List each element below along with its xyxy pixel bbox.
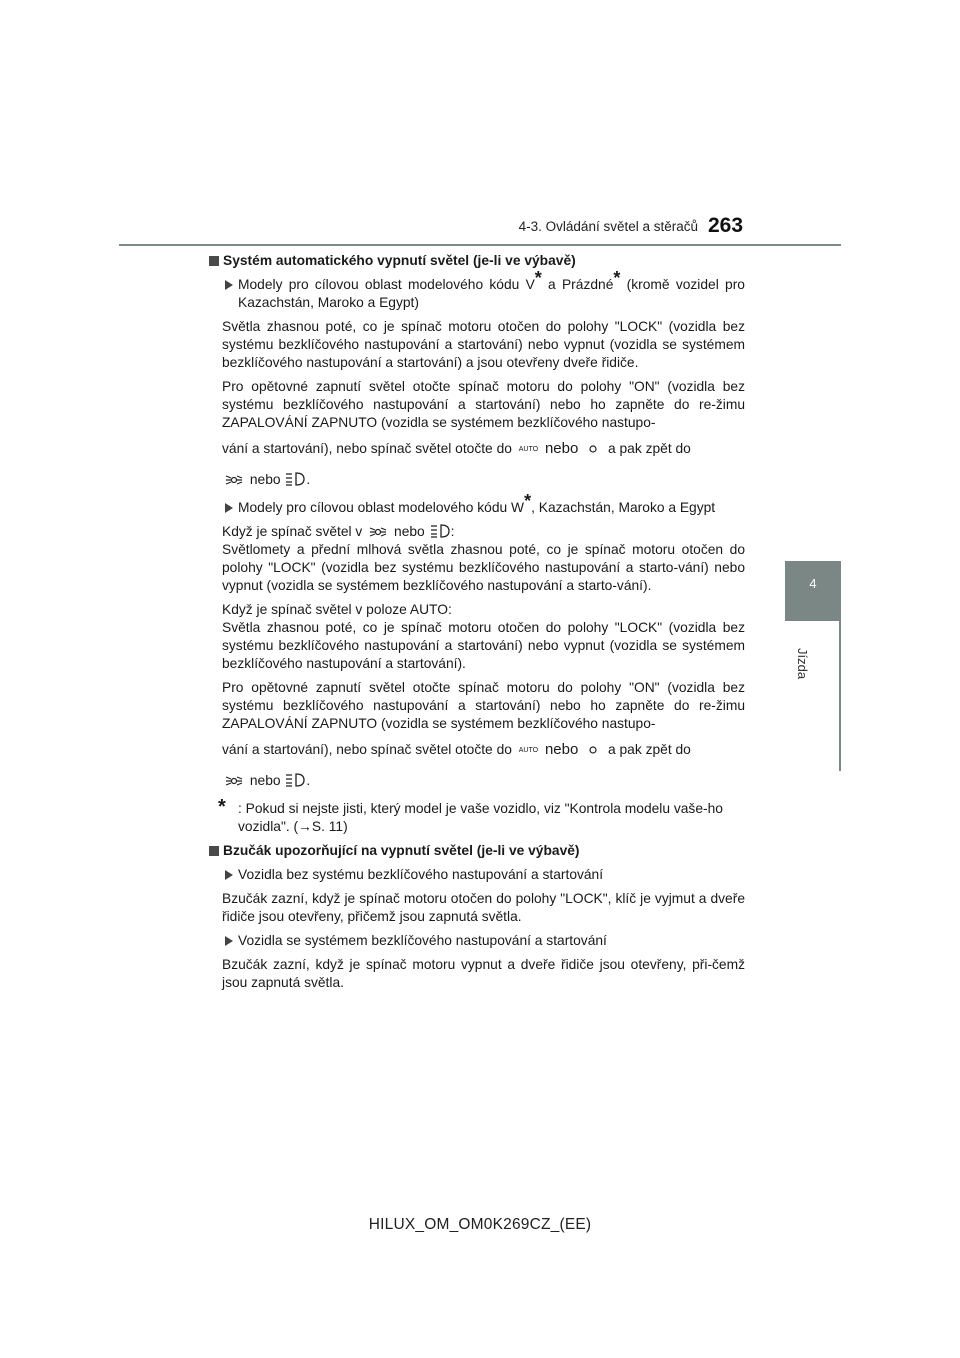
paragraph: Světla zhasnou poté, co je spínač motoru otočen do polohy "LOCK" (vozidla bez systému bezklíčového nastupování a startování) nebo vypnut (vozidla se systémem bezklíčového nastupování a startování) a jsou otevřeny dveře řidiče. [222,319,745,370]
chapter-label: Jízda [795,648,810,680]
nebo-text: nebo [544,741,579,758]
subsection-text: (kromě vozidel pro Kazachstán, Maroko a Egypt) [238,277,745,310]
document-code: HILUX_OM_OM0K269CZ_(EE) [368,1216,592,1233]
paragraph [208,768,745,794]
subsection-label [208,866,745,884]
chapter-number: 4 [809,576,817,591]
asterisk-mark: * [534,268,542,288]
triangle-bullet-icon [225,280,233,290]
subsection-label [208,491,745,517]
paragraph: Světla zhasnou poté, co je spínač motoru otočen do polohy "LOCK" (vozidla bez systému bezklíčového nastupování a startování) nebo vypnut (vozidla se systémem bezklíčového nastupování a startování). [222,620,745,671]
paragraph-text: Když je spínač světel v [222,524,363,539]
paragraph: Bzučák zazní, když je spínač motoru otočen do polohy "LOCK", klíč je vyjmut a dveře řidiče jsou otevřeny, přičemž jsou zapnutá světla. [222,891,745,924]
header-divider [119,244,841,246]
footnote-text: : Pokud si nejste jisti, který model je vaše vozidlo, viz "Kontrola modelu vaše-ho vozidla". ( [238,801,723,834]
tail-light-icon [222,473,246,487]
paragraph [208,679,745,733]
page-number: 263 [708,214,744,237]
headlight-icon [284,471,306,487]
footnote [208,796,745,836]
paragraph-text: . [306,472,311,487]
nebo-text: nebo [544,440,579,457]
subsection-text: Modely pro cílovou oblast modelového kódu V [238,277,535,292]
triangle-bullet-icon [225,936,233,946]
headlight-icon [284,772,306,788]
subsection-text: a Prázdné [541,277,614,292]
section-heading [208,842,745,860]
paragraph [208,436,745,463]
paragraph [208,467,745,493]
asterisk-mark: * [218,796,226,818]
chapter-tab[interactable] [785,561,841,621]
subsection-text: Modely pro cílovou oblast modelového kódu W [238,500,525,515]
square-bullet-icon [209,256,219,266]
paragraph-text: Pro opětovné zapnutí světel otočte spínač motoru do polohy "ON" (vozidla bez systému bezklíčového nastupování a startování) nebo ho zapněte do re-žimu ZAPALOVÁNÍ ZAPNUTO (vozidla se systémem bezklíčového nastupo- [222,680,745,731]
triangle-bullet-icon [225,503,233,513]
paragraph: Bzučák zazní, když je spínač motoru vypnut a dveře řidiče jsou otevřeny, při-čemž jsou zapnutá světla. [222,957,745,990]
arrow-icon: → [298,819,312,834]
paragraph-text: a pak zpět do [608,441,691,456]
subsection-text: , Kazachstán, Maroko a Egypt [531,500,716,515]
light-off-icon [582,743,604,757]
asterisk-mark: * [524,491,532,511]
auto-icon: AUTO [518,446,539,453]
auto-icon: AUTO [518,747,539,754]
paragraph: Když je spínač světel v poloze AUTO: [222,602,452,617]
subsection-label [208,932,745,950]
nebo-text: nebo [249,773,281,788]
subsection-label [208,268,745,312]
nebo-text: nebo [394,524,425,539]
paragraph-text: vání a startování), nebo spínač světel otočte do [222,441,512,456]
chapter-tab-bar [839,621,841,771]
paragraph: Světlomety a přední mlhová světla zhasnou poté, co je spínač motoru otočen do polohy "LOCK" (vozidla bez systému bezklíčového nastupování a starto-vání) nebo vypnut (vozidla se systémem bezklíčového nastupování a starto-vání). [222,542,745,593]
paragraph [208,737,745,764]
section-title: 4-3. Ovládání světel a stěračů [518,219,698,234]
headlight-icon [429,523,451,539]
heading-text: Systém automatického vypnutí světel (je-li ve výbavě) [223,253,576,268]
paragraph [208,378,745,432]
triangle-bullet-icon [225,870,233,880]
page-reference-link[interactable]: S. 11) [311,819,348,834]
paragraph-text: vání a startování), nebo spínač světel otočte do [222,742,512,757]
paragraph-text: . [306,773,311,788]
heading-text: Bzučák upozorňující na vypnutí světel (je-li ve výbavě) [223,843,580,858]
light-off-icon [582,442,604,456]
paragraph-text: : [450,524,455,539]
subsection-text: Vozidla se systémem bezklíčového nastupování a startování [238,933,607,948]
page-content [208,252,745,998]
asterisk-mark: * [613,268,621,288]
paragraph [208,523,745,541]
nebo-text: nebo [249,472,281,487]
tail-light-icon [366,525,390,539]
section-heading [208,252,745,270]
square-bullet-icon [209,846,219,856]
paragraph-text: a pak zpět do [608,742,691,757]
tail-light-icon [222,774,246,788]
subsection-text: Vozidla bez systému bezklíčového nastupování a startování [238,867,604,882]
paragraph-text: Pro opětovné zapnutí světel otočte spínač motoru do polohy "ON" (vozidla bez systému bezklíčového nastupování a startování) nebo ho zapněte do re-žimu ZAPALOVÁNÍ ZAPNUTO (vozidla se systémem bezklíčového nastupo- [222,379,745,430]
